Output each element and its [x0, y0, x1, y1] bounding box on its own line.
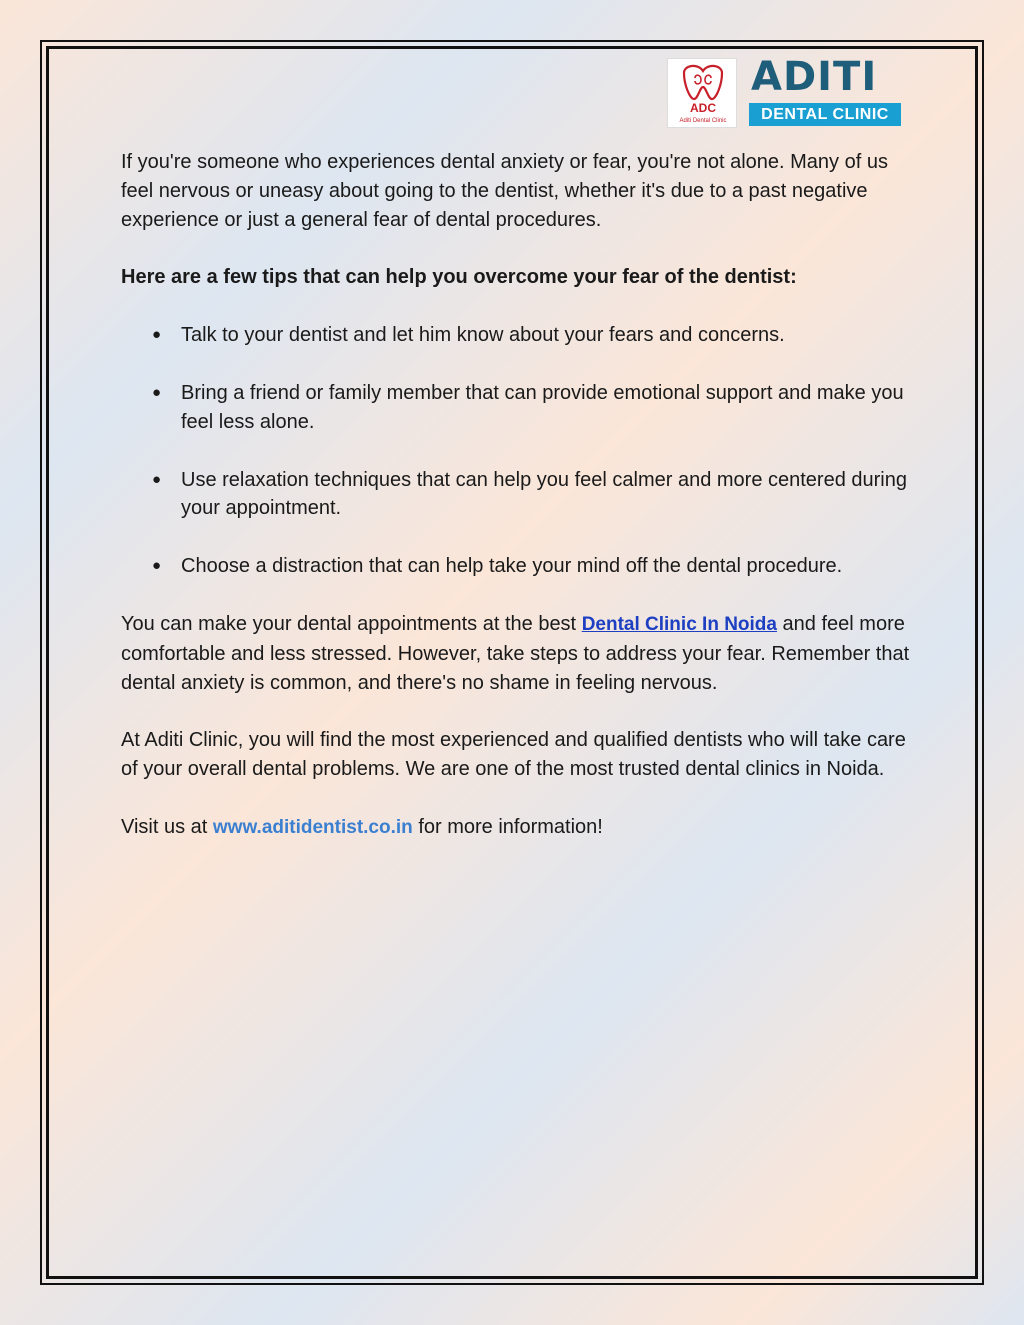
dental-clinic-noida-link[interactable]: Dental Clinic In Noida	[581, 613, 777, 635]
appointment-text-before: You can make your dental appointments at the best	[121, 612, 582, 635]
list-item-text: Bring a friend or family member that can provide emotional support and make you feel less alone.	[181, 381, 904, 433]
list-item	[121, 379, 911, 437]
bullet-icon: ●	[152, 383, 162, 401]
document-body	[121, 148, 911, 872]
website-link[interactable]: www.aditidentist.co.in	[212, 816, 413, 838]
about-paragraph: At Aditi Clinic, you will find the most experienced and qualified dentists who will take care of your overall dental problems. We are one of the most trusted dental clinics in Noida.	[121, 729, 906, 781]
tips-list	[121, 321, 911, 581]
appointment-paragraph	[121, 610, 911, 697]
visit-text-after: for more information!	[412, 815, 603, 838]
logo-name: ADITI	[751, 54, 878, 100]
bullet-icon: ●	[152, 326, 162, 344]
visit-paragraph	[121, 813, 911, 843]
list-item-text: Use relaxation techniques that can help you feel calmer and more centered during your appointment.	[181, 468, 907, 520]
list-item-text: Choose a distraction that can help take your mind off the dental procedure.	[181, 555, 843, 578]
list-item-text: Talk to your dentist and let him know about your fears and concerns.	[181, 324, 785, 347]
list-item	[121, 466, 911, 524]
intro-paragraph: If you're someone who experiences dental anxiety or fear, you're not alone. Many of us feel nervous or uneasy about going to the dentist, whether it's due to a past negative experience or just a general fear of dental procedures.	[121, 151, 888, 231]
tips-heading: Here are a few tips that can help you overcome your fear of the dentist:	[121, 266, 797, 289]
logo-small-text: Aditi Dental Clinic	[679, 118, 727, 124]
visit-text-before: Visit us at	[121, 815, 213, 838]
list-item	[121, 552, 911, 581]
tooth-logo-icon	[667, 58, 737, 128]
clinic-logo	[667, 54, 903, 130]
bullet-icon: ●	[152, 470, 162, 488]
logo-subtitle: DENTAL CLINIC	[749, 103, 901, 126]
bullet-icon: ●	[152, 557, 162, 575]
appointment-text-after: and feel more comfortable and less stressed. However, take steps to address your fear. Remember that dental anxiety is common, and there's no shame in feeling nervous.	[121, 612, 910, 694]
logo-abbreviation: ADC	[690, 101, 716, 115]
list-item	[121, 321, 911, 350]
